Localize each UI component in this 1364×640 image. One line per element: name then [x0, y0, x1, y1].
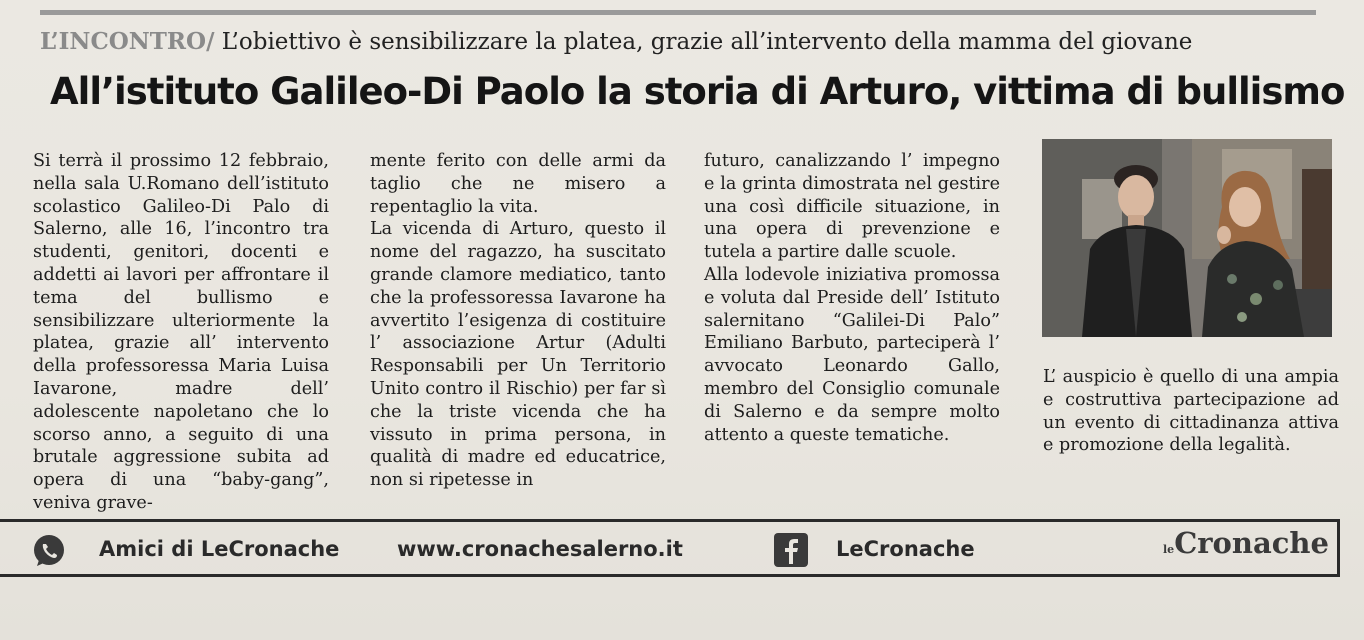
paragraph: L’ auspicio è quello di una ampia e costruttiva partecipazione ad un evento di cittadinanza attiva e promozione della legalità. — [1043, 367, 1339, 456]
headline: All’istituto Galileo-Di Paolo la storia di Arturo, vittima di bullismo — [50, 70, 1345, 113]
whatsapp-label: Amici di LeCronache — [99, 537, 340, 561]
paragraph: Si terrà il prossimo 12 febbraio, nella sala U.Romano dell’istituto scolastico Galileo-Di Palo di Salerno, alle 16, l’incontro tra studenti, genitori, docenti e addetti ai lavori per affrontare il tema del bullismo e sensibilizzare ulteriormente la platea, grazie all’ intervento della professoressa Maria Luisa Iavarone, madre dell’ adolescente napoletano che lo scorso anno, a seguito di una brutale aggressione subita ad opera di una “baby-gang”, veniva grave- — [33, 151, 329, 513]
photo-illustration — [1042, 139, 1332, 337]
brand-name: Cronache — [1174, 526, 1329, 560]
kicker-text: L’obiettivo è sensibilizzare la platea, grazie all’intervento della mamma del giovane — [221, 29, 1193, 55]
facebook-icon — [773, 532, 809, 572]
article-photo — [1042, 139, 1332, 337]
kicker — [40, 28, 1320, 55]
whatsapp-icon — [30, 532, 68, 574]
article-column-1 — [33, 150, 329, 515]
website-link[interactable]: www.cronachesalerno.it — [397, 537, 683, 561]
paragraph: La vicenda di Arturo, questo il nome del ragazzo, ha suscitato grande clamore mediatico, tanto che la professoressa Iavarone ha avvertito l’esigenza di costituire l’ associazione Artur (Adulti Responsabili per Un Territorio Unito contro il Rischio) per far sì che la triste vicenda che ha vissuto in prima persona, in qualità di madre ed educatrice, non si ripetesse in — [370, 219, 666, 491]
brand-logo — [1163, 526, 1329, 560]
paragraph: mente ferito con delle armi da taglio che ne misero a repentaglio la vita. — [370, 151, 666, 217]
top-rule — [40, 10, 1316, 15]
brand-prefix: le — [1163, 543, 1175, 556]
article-column-4 — [1043, 366, 1339, 457]
paragraph: futuro, canalizzando l’ impegno e la grinta dimostrata nel gestire una così difficile situazione, in una opera di prevenzione e tutela a partire dalle scuole. — [704, 151, 1000, 263]
facebook-label: LeCronache — [836, 537, 975, 561]
kicker-label: L’INCONTRO — [40, 28, 207, 55]
article-column-2 — [370, 150, 666, 492]
footer-bar — [0, 519, 1340, 577]
article-column-3 — [704, 150, 1000, 446]
kicker-separator: / — [206, 28, 215, 55]
paragraph: Alla lodevole iniziativa promossa e voluta dal Preside dell’ Istituto salernitano “Galilei-Di Palo” Emiliano Barbuto, parteciperà l’ avvocato Leonardo Gallo, membro del Consiglio comunale di Salerno e da sempre molto attento a queste tematiche. — [704, 264, 1000, 445]
